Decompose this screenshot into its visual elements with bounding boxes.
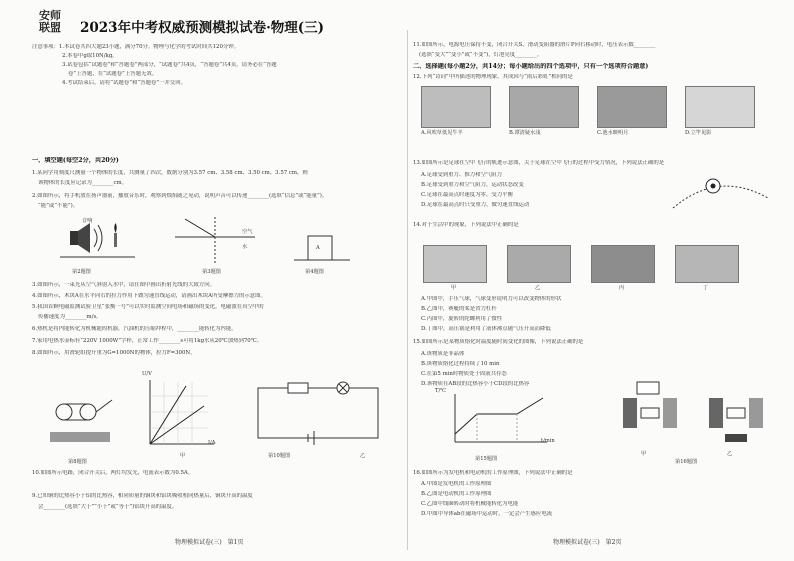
figure-circuit [248, 378, 388, 448]
figure-pulley [40, 372, 120, 452]
fig16-caption: 第16题图 [675, 459, 698, 465]
note-1: 注意事项：1.本试卷共四大题23小题，满分70分。物理与化学的考试时间共120分钟。 [32, 44, 240, 50]
q13-option-c: C.足球在最高点时速度为零，受力平衡 [421, 192, 513, 198]
q15-option-b: B.该物质熔化过程持续了10 min [421, 361, 500, 367]
fig3-air: 空气 [242, 229, 253, 235]
q13-option-b: B.足球受到重力和空气阻力，运动状态改变 [421, 182, 524, 188]
q14-label-b: 乙 [535, 285, 541, 291]
graph-ylabel: U/V [142, 371, 152, 377]
question-line: 该物体的长度应记录为________cm。 [38, 180, 127, 186]
page-title: 2023年中考权威预测模拟试卷·物理(三) [80, 20, 325, 36]
question-line: 4.如图所示，木块A在水平向右的拉力作用下做匀速直线运动，请画出木块A所受摩擦力的示意图。 [32, 293, 266, 299]
question-line: 会________(选填“大于”“小于”或“等于”)铝块升高的温度。 [38, 504, 178, 510]
question-line: “能”或“不能”)。 [38, 203, 79, 209]
logo-line2: 联盟 [39, 21, 61, 34]
fig10-label-a: 甲 [180, 453, 186, 459]
logo [30, 10, 70, 34]
q14-label-d: 丁 [703, 285, 709, 291]
question-line: 2.如图所示，将手机放在扬声器前，播放音乐时，观察到烛焰随之晃动，说明声音可以传递________(选填“信息”或“能量”)。 [32, 193, 328, 199]
logo-line1: 安师 [39, 9, 61, 22]
question-line: 14.对于生活中的现象，下列说法中正确的是 [413, 222, 519, 228]
q15-option-c: C.在第5 min时物质处于固液共存态 [421, 371, 507, 377]
section-fill-blank: 一、填空题(每空2分，共20分) [32, 157, 119, 164]
temp-xlabel: t/min [541, 438, 555, 444]
q16-option-b: B.乙图是电动机的工作原理图 [421, 491, 492, 497]
fig2-label: 音响 [82, 218, 93, 224]
note-5: 4.考试结束后，请将“试题卷”和“答题卷”一并交回。 [62, 80, 186, 86]
question-line: 13.如图所示是足球在空中飞行的轨迹示意图，关于足球在空中飞行的过程中受力情况，下列说法正确的是 [413, 160, 665, 166]
graph-xlabel: I/A [208, 440, 216, 446]
photo-q12-b [509, 86, 579, 128]
q12-option-d: D.立竿见影 [685, 130, 712, 136]
q16-option-d: D.甲图中导体ab在磁场中运动时，一定会产生感应电流 [421, 511, 553, 517]
question-line: 5.我国首颗电磁监测试验卫星“张衡一号”可以实时监测空间电场和磁场的变化，电磁波在真空中的 [32, 304, 264, 310]
photo-q14-b [507, 245, 571, 283]
left-column [30, 0, 405, 561]
q15-option-a: A.该物质是非晶体 [421, 351, 465, 357]
fig4-caption: 第4题图 [305, 269, 324, 275]
fig8-caption: 第8题图 [68, 459, 87, 465]
q15-option-d: D.该物质在AB段的比热容小于CD段的比热容 [421, 381, 530, 387]
section-choice: 二、选择题(每小题2分，共14分；每小题给出的四个选项中，只有一个选项符合题意) [413, 63, 649, 70]
figure-generator-motor [613, 378, 773, 448]
figure-ui-graph [138, 372, 218, 456]
q12-option-a: A.风吹草低见牛羊 [421, 130, 463, 136]
q14-option-d: D.丁图中，高压锅是利用了液体沸点随气压升高而降低 [421, 326, 551, 332]
question-line: 10.如图所示电路，闭合开关后，两灯均发光，电流表示数为0.5A。 [32, 470, 194, 476]
q14-label-a: 甲 [451, 285, 457, 291]
temp-ylabel: T/℃ [435, 388, 447, 394]
fig15-caption: 第15题图 [475, 456, 498, 462]
figure-refraction [170, 215, 260, 265]
figure-speaker [50, 215, 140, 265]
fig10-caption: 第10题图 [268, 453, 291, 459]
photo-q12-a [421, 86, 491, 128]
q14-option-b: B.乙图中，赛艇的桨是省力杠杆 [421, 306, 497, 312]
fig16-label-a: 甲 [641, 451, 647, 457]
question-line: 8.如图所示，用滑轮组提升重为G=1000N的物体，拉力F=300N， [32, 350, 196, 356]
photo-q12-d [685, 86, 755, 128]
photo-q14-a [423, 245, 487, 283]
q14-option-c: C.丙图中，旋转的陀螺利用了惯性 [421, 316, 503, 322]
note-3: 3.试卷包括“试题卷”和“答题卷”两部分，“试题卷”共4页，“答题卷”共4页，请务必在“答题 [62, 62, 277, 68]
question-line: 传播速度为________m/s。 [38, 314, 102, 320]
question-line: 9.已知铜的比热容小于铝的比热容，相同质量的铜块和铝块吸收相同热量后，铜块升高的温度 [32, 493, 253, 499]
note-4: 卷”上答题，在“试题卷”上答题无效。 [68, 71, 158, 77]
fig16-label-b: 乙 [727, 451, 733, 457]
q16-option-c: C.乙图中线圈转动时将机械能转化为电能 [421, 501, 519, 507]
fig10-label-b: 乙 [360, 453, 366, 459]
question-line: 15.如图所示是某物质熔化时温度随时间变化的图像，下列说法正确的是 [413, 339, 584, 345]
q16-option-a: A.甲图是发电机的工作原理图 [421, 481, 492, 487]
fig2-caption: 第2题图 [72, 269, 91, 275]
right-column [413, 0, 778, 561]
footer-right: 物理模拟试卷(三) 第2页 [553, 539, 622, 546]
q14-option-a: A.甲图中，手压气球，气球变形说明力可以改变物体的形状 [421, 296, 562, 302]
fig4-label: A [316, 245, 320, 251]
q14-label-c: 丙 [619, 285, 625, 291]
note-2: 2.本卷中g取10N/kg。 [62, 53, 118, 59]
q12-option-c: C.池水映明月 [597, 130, 629, 136]
figure-melting-graph [443, 390, 553, 450]
photo-q14-d [675, 245, 739, 283]
q12-option-b: B.潭清疑水浅 [509, 130, 541, 136]
question-line: 16.如图所示为发电机和电动机的工作原理图，下列说法中正确的是 [413, 470, 573, 476]
fig3-caption: 第3题图 [202, 269, 221, 275]
fig3-water: 水 [242, 244, 248, 250]
figure-football [668, 168, 773, 216]
q13-option-a: A.足球受到重力、推力和空气阻力 [421, 172, 503, 178]
question-line: 11.如图所示，电源电压保持不变，闭合开关S，滑动变阻器的滑片P向右移动时，电压表示数________ [413, 42, 656, 48]
question-line: 12.下列“诗词”中所描述的物理现象，其成因与“雨后彩虹”相同的是 [413, 74, 573, 80]
question-line: 7.家用电热水壶标有“220V 1000W”字样，正常工作________s可将1kg水从20℃加热到70℃。 [32, 338, 263, 344]
q13-option-d: D.足球在最高点时只受重力，做匀速直线运动 [421, 202, 530, 208]
figure-block [292, 222, 352, 266]
photo-q12-c [597, 86, 667, 128]
question-line: (选填“变大”“变小”或“不变”)，灯泡亮度________。 [419, 52, 543, 58]
photo-q14-c [591, 245, 655, 283]
footer-left: 物理模拟试卷(三) 第1页 [175, 539, 244, 546]
column-divider [407, 30, 408, 550]
question-line: 6.热机是将内能转化为机械能的机器，汽油机的压缩冲程中，________能转化为内能。 [32, 326, 237, 332]
question-line: 1.某同学用刻度尺测量一个物体的长度，共测量了四次，数据分别为3.57 cm、3.58 cm、3.50 cm、3.57 cm，则 [32, 170, 308, 176]
question-line: 3.如图所示，一束光从空气斜射入水中，请在图中画出折射光线的大致方向。 [32, 282, 216, 288]
